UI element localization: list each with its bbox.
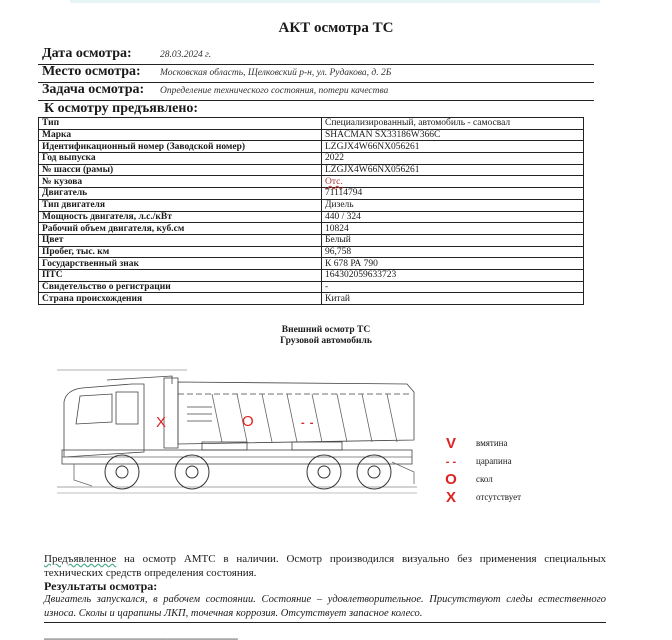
spec-value: 2022 <box>322 153 584 165</box>
legend-label: скол <box>476 474 493 484</box>
table-row <box>39 258 584 270</box>
exterior-subtitle: Грузовой автомобиль <box>280 336 372 346</box>
spec-value: LZGJX4W66NX056261 <box>322 164 584 176</box>
spec-value: - <box>322 281 584 293</box>
table-row <box>39 118 584 130</box>
inspection-date-label: Дата осмотра: <box>42 46 132 61</box>
damage-mark-chip: O <box>242 413 254 430</box>
inspection-task-value: Определение технического состояния, потери качества <box>160 86 389 96</box>
inspection-place-row <box>38 64 594 83</box>
vehicle-spec-table <box>38 117 584 305</box>
spec-key: Свидетельство о регистрации <box>39 281 322 293</box>
table-row <box>39 164 584 176</box>
spec-key: Марка <box>39 129 322 141</box>
spec-key: № кузова <box>39 176 322 188</box>
table-row <box>39 129 584 141</box>
spec-value: Отс. <box>322 176 584 188</box>
spec-key: Тип двигателя <box>39 199 322 211</box>
spec-key: Страна происхождения <box>39 293 322 305</box>
inspection-note <box>44 552 606 580</box>
table-row <box>39 281 584 293</box>
spec-key: Двигатель <box>39 188 322 200</box>
spec-value: 164302059633723 <box>322 269 584 281</box>
spec-value: Дизель <box>322 199 584 211</box>
table-row <box>39 153 584 165</box>
inspection-date-row <box>38 46 594 65</box>
table-row <box>39 211 584 223</box>
spec-value: 96,758 <box>322 246 584 258</box>
table-row <box>39 293 584 305</box>
inspection-place-label: Место осмотра: <box>42 64 141 79</box>
spec-key: Цвет <box>39 234 322 246</box>
spec-value: LZGJX4W66NX056261 <box>322 141 584 153</box>
spec-value: SHACMAN SX33186W366C <box>322 129 584 141</box>
exterior-title: Внешний осмотр ТС <box>281 325 371 335</box>
dent-icon: V <box>445 435 456 452</box>
table-row <box>39 246 584 258</box>
table-row <box>39 176 584 188</box>
spec-key: № шасси (рамы) <box>39 164 322 176</box>
spec-key: Государственный знак <box>39 258 322 270</box>
table-row <box>39 188 584 200</box>
inspection-task-row <box>38 82 594 101</box>
spec-key: Пробег, тыс. км <box>39 246 322 258</box>
legend-label: царапина <box>476 456 512 466</box>
inspection-note-text: на осмотр АМТС в наличии. Осмотр производился визуально без применения специальных технических средств определения состояния. <box>44 553 606 579</box>
table-row <box>39 199 584 211</box>
spec-key: Год выпуска <box>39 153 322 165</box>
inspection-date-value: 28.03.2024 г. <box>160 50 212 60</box>
dump-truck-diagram <box>52 362 422 497</box>
spec-key: Идентификационный номер (Заводской номер) <box>39 141 322 153</box>
inspection-place-value: Московская область, Щелковский р-н, ул. Рудакова, д. 2Б <box>160 68 392 78</box>
legend-label: отсутствует <box>476 492 522 502</box>
spec-value: 440 / 324 <box>322 211 584 223</box>
results-text: Двигатель запускался, в рабочем состоянии. Состояние – удовлетворительное. Присутствуют следы естественного износа. Сколы и царапины ЛКП, точечная коррозия. Отсутствует запасное колесо. <box>44 593 606 623</box>
missing-icon: X <box>445 489 456 506</box>
table-row <box>39 269 584 281</box>
spec-value: К 678 РА 790 <box>322 258 584 270</box>
scratch-icon: - - <box>445 456 457 468</box>
top-band <box>70 0 600 3</box>
inspection-note-lead: Предъявленное <box>44 553 117 565</box>
spec-value: 71114794 <box>322 188 584 200</box>
document-title: АКТ осмотра ТС <box>278 20 394 36</box>
spec-key: Рабочий объем двигателя, куб.см <box>39 223 322 235</box>
table-row <box>39 223 584 235</box>
inspection-task-label: Задача осмотра: <box>42 82 145 97</box>
spec-key: Мощность двигателя, л.с./кВт <box>39 211 322 223</box>
presented-heading: К осмотру предъявлено: <box>44 101 199 116</box>
spec-key: Тип <box>39 118 322 130</box>
spec-key: ПТС <box>39 269 322 281</box>
spec-value: 10824 <box>322 223 584 235</box>
legend-label: вмятина <box>476 438 508 448</box>
chip-icon: O <box>445 471 457 488</box>
table-row <box>39 141 584 153</box>
damage-mark-missing: X <box>156 414 167 431</box>
table-row <box>39 234 584 246</box>
spec-value: Специализированный, автомобиль - самосвал <box>322 118 584 130</box>
damage-mark-scratch: - - <box>301 417 315 429</box>
spec-value: Китай <box>322 293 584 305</box>
results-heading: Результаты осмотра: <box>44 579 158 593</box>
spec-value: Белый <box>322 234 584 246</box>
footer-text-cutoff: ▁▁▁▁▁▁▁▁▁▁▁▁▁▁▁▁▁▁▁▁▁▁▁▁▁▁▁▁▁▁▁▁▁▁▁▁ <box>44 632 238 640</box>
